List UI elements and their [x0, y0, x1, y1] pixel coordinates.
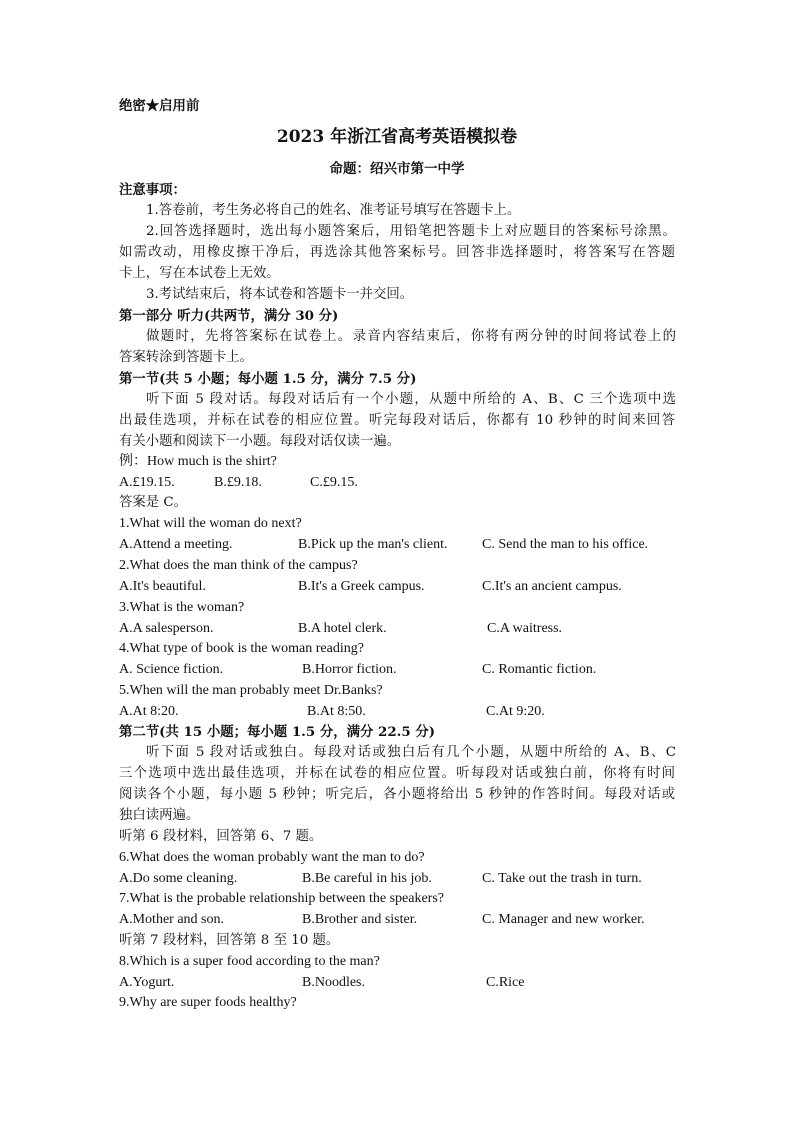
q6-option-c: C. Take out the trash in turn.: [482, 871, 642, 886]
example-option-c: C.£9.15.: [310, 475, 358, 490]
q2-option-c: C.It's an ancient campus.: [482, 579, 622, 594]
section2-intro-line-3: 阅读各个小题，每小题 5 秒钟；听完后，各小题将给出 5 秒钟的作答时间。每段对话或: [119, 787, 675, 802]
material-6-label: 听第 6 段材料，回答第 6、7 题。: [119, 829, 323, 844]
section1-intro-line-1: 听下面 5 段对话。每段对话后有一个小题，从题中所给的 A、B、C 三个选项中选: [146, 392, 676, 407]
q5-option-a: A.At 8:20.: [119, 704, 179, 719]
q4-option-b: B.Horror fiction.: [302, 662, 397, 677]
note-1: 1.答卷前，考生务必将自己的姓名、准考证号填写在答题卡上。: [146, 203, 521, 218]
q1-option-c: C. Send the man to his office.: [482, 537, 649, 552]
q8-option-c: C.Rice: [486, 975, 525, 990]
q6-option-a: A.Do some cleaning.: [119, 871, 238, 886]
notes-heading: 注意事项：: [119, 182, 186, 198]
question-7: 7.What is the probable relationship between the speakers?: [119, 891, 444, 906]
q8-option-b: B.Noodles.: [302, 975, 365, 990]
q3-option-b: B.A hotel clerk.: [298, 621, 387, 636]
q2-option-a: A.It's beautiful.: [119, 579, 206, 594]
part1-heading: 第一部分 听力(共两节，满分 30 分): [119, 308, 339, 324]
section2-heading: 第二节(共 15 小题；每小题 1.5 分，满分 22.5 分): [119, 724, 436, 740]
author-line: 命题：绍兴市第一中学: [329, 161, 465, 177]
q5-option-c: C.At 9:20.: [486, 704, 545, 719]
q4-option-a: A. Science fiction.: [119, 662, 224, 677]
section1-heading: 第一节(共 5 小题；每小题 1.5 分，满分 7.5 分): [119, 371, 417, 387]
q7-option-b: B.Brother and sister.: [302, 912, 418, 927]
part1-intro-line-1: 做题时，先将答案标在试卷上。录音内容结束后，你将有两分钟的时间将试卷上的: [146, 329, 676, 344]
secret-label: 绝密★启用前: [119, 98, 200, 114]
material-7-label: 听第 7 段材料，回答第 8 至 10 题。: [119, 933, 340, 948]
section2-intro-line-4: 独白读两遍。: [119, 808, 200, 823]
question-3: 3.What is the woman?: [119, 600, 245, 615]
q1-option-b: B.Pick up the man's client.: [298, 537, 448, 552]
section2-intro-line-2: 三个选项中选出最佳选项，并标在试卷的相应位置。听每段对话或独白前，你将有时间: [119, 766, 675, 781]
q7-option-a: A.Mother and son.: [119, 912, 224, 927]
note-2-line-3: 卡上，写在本试卷上无效。: [119, 266, 280, 281]
note-2-line-1: 2.回答选择题时，选出每小题答案后，用铅笔把答题卡上对应题目的答案标号涂黑。: [146, 224, 676, 239]
part1-intro-line-2: 答案转涂到答题卡上。: [119, 350, 253, 365]
example-question: 例：How much is the shirt?: [119, 454, 277, 469]
question-9: 9.Why are super foods healthy?: [119, 995, 297, 1010]
section1-intro-line-3: 有关小题和阅读下一小题。每段对话仅读一遍。: [119, 434, 401, 449]
page-title: 2023 年浙江省高考英语模拟卷: [276, 127, 518, 147]
question-2: 2.What does the man think of the campus?: [119, 558, 358, 573]
q8-option-a: A.Yogurt.: [119, 975, 175, 990]
q2-option-b: B.It's a Greek campus.: [298, 579, 425, 594]
example-option-b: B.£9.18.: [214, 475, 262, 490]
q1-option-a: A.Attend a meeting.: [119, 537, 233, 552]
question-5: 5.When will the man probably meet Dr.Banks?: [119, 683, 383, 698]
section2-intro-line-1: 听下面 5 段对话或独白。每段对话或独白后有几个小题，从题中所给的 A、B、C: [146, 745, 676, 760]
note-2-line-2: 如需改动，用橡皮擦干净后，再选涂其他答案标号。回答非选择题时，将答案写在答题: [119, 245, 675, 260]
question-4: 4.What type of book is the woman reading?: [119, 641, 364, 656]
question-8: 8.Which is a super food according to the man?: [119, 954, 380, 969]
q6-option-b: B.Be careful in his job.: [302, 871, 432, 886]
question-1: 1.What will the woman do next?: [119, 516, 302, 531]
example-option-a: A.£19.15.: [119, 475, 175, 490]
q4-option-c: C. Romantic fiction.: [482, 662, 597, 677]
question-6: 6.What does the woman probably want the man to do?: [119, 850, 425, 865]
example-answer: 答案是 C。: [119, 495, 188, 510]
q3-option-a: A.A salesperson.: [119, 621, 214, 636]
section1-intro-line-2: 出最佳选项，并标在试卷的相应位置。听完每段对话后，你都有 10 秒钟的时间来回答: [119, 413, 675, 428]
q3-option-c: C.A waitress.: [487, 621, 563, 636]
q5-option-b: B.At 8:50.: [307, 704, 366, 719]
note-3: 3.考试结束后，将本试卷和答题卡一并交回。: [146, 287, 414, 302]
q7-option-c: C. Manager and new worker.: [482, 912, 645, 927]
